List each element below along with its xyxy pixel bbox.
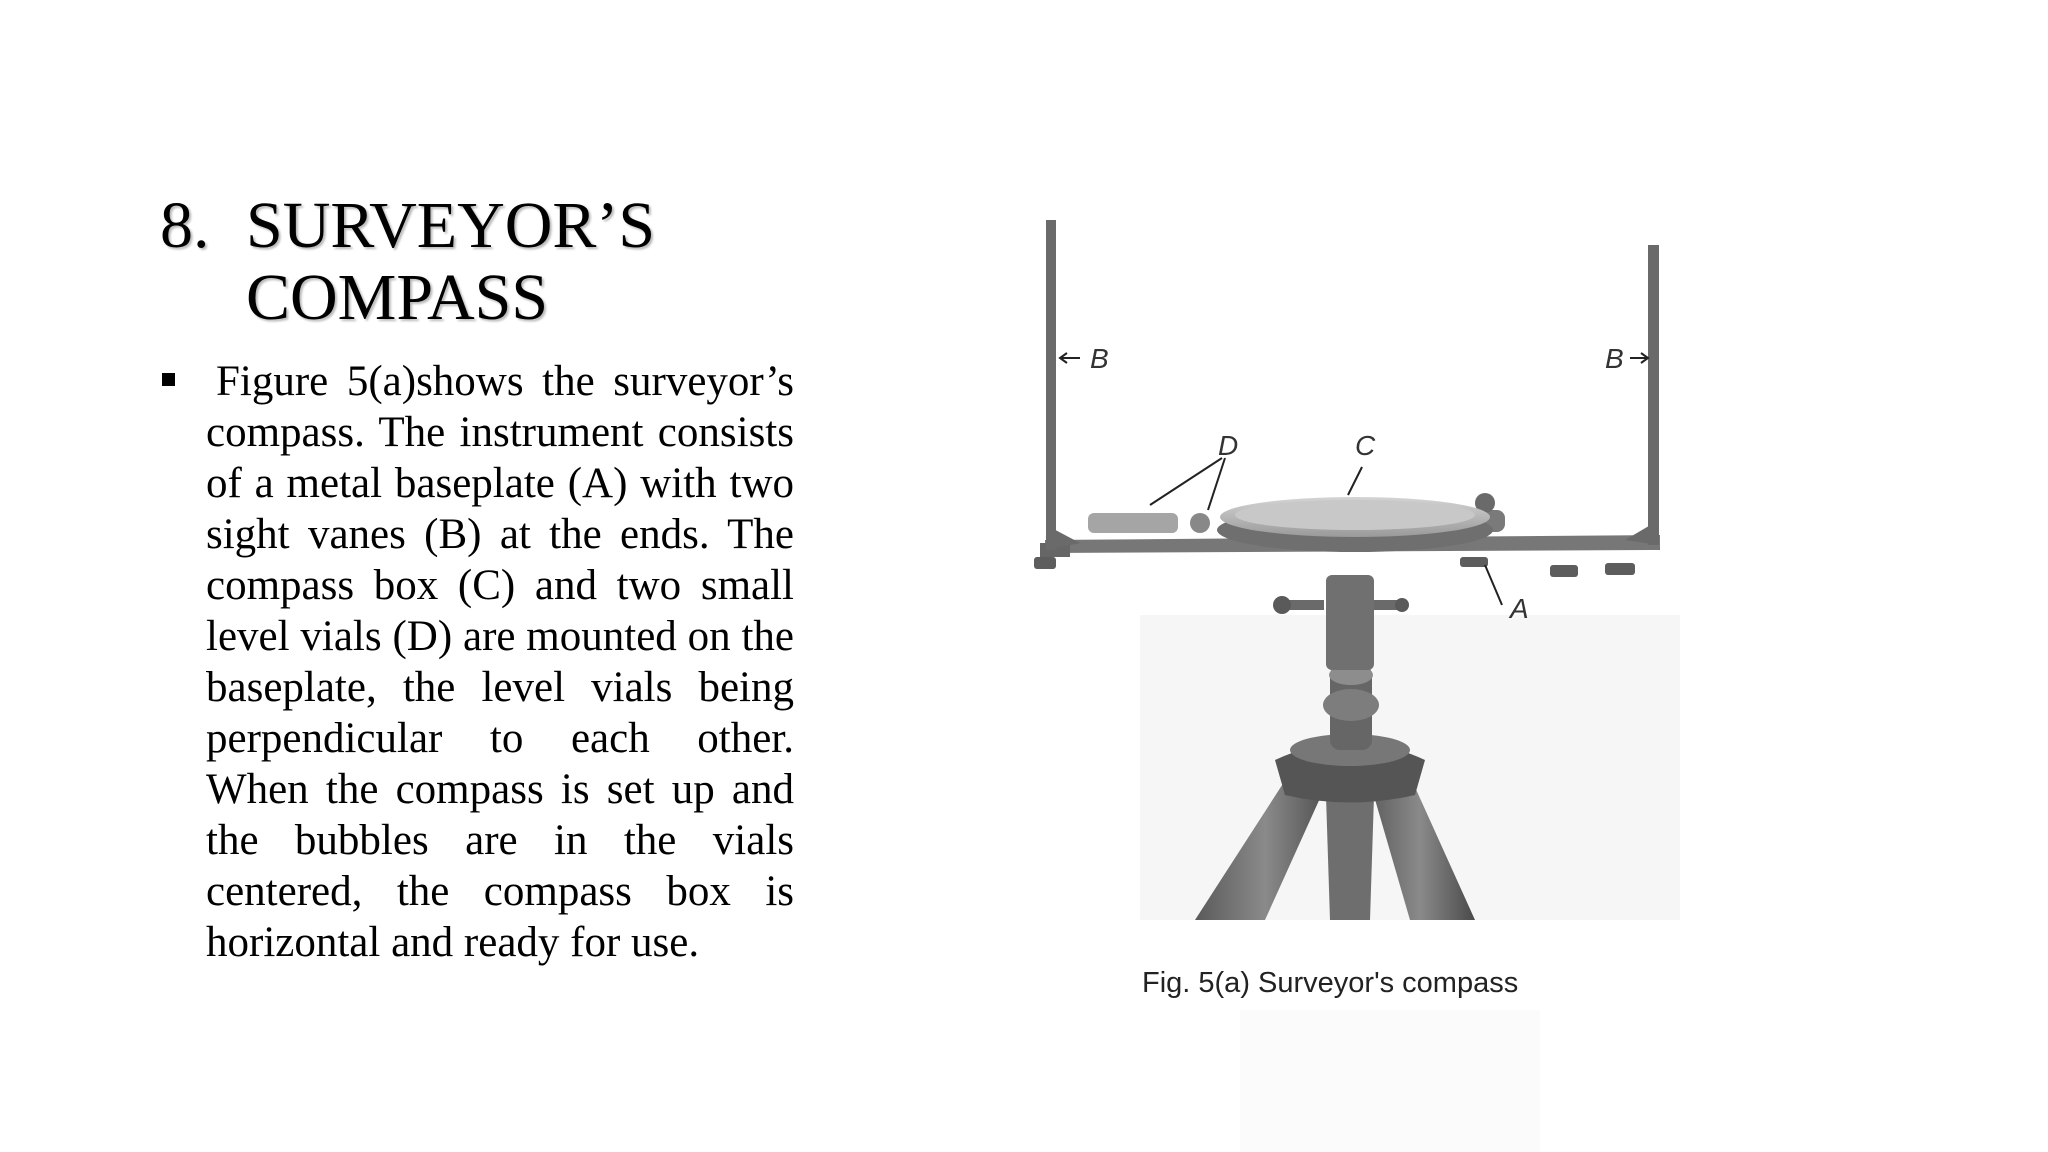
title-line-2: COMPASS	[246, 261, 549, 334]
label-c: C	[1355, 430, 1376, 461]
label-b-left: B	[1090, 343, 1109, 374]
figure-caption: Fig. 5(a) Surveyor's compass	[1142, 967, 1519, 999]
label-b-right: B	[1605, 343, 1624, 374]
surveyors-compass-illustration	[1020, 205, 1680, 945]
title-line-1: SURVEYOR’S	[246, 189, 656, 262]
background-panel	[1240, 1010, 1540, 1152]
compass-figure	[1020, 205, 1680, 999]
square-bullet-icon	[162, 373, 175, 386]
slide-title	[160, 190, 655, 334]
label-d: D	[1218, 430, 1239, 461]
bullet-text: Figure 5(a)shows the surveyor’s compass. The instrument consists of a metal baseplate (A) with two sight vanes (B) at the ends. The compass box (C) and two small level vials (D) are mounted on the baseplate, the level vials being perpendicular to each other. When the compass is set up and the bubbles are in the vials centered, the compass box is horizontal and ready for use.	[206, 358, 794, 966]
label-a: A	[1510, 593, 1529, 624]
title-number: 8.	[160, 189, 210, 262]
bullet-item	[162, 356, 794, 968]
